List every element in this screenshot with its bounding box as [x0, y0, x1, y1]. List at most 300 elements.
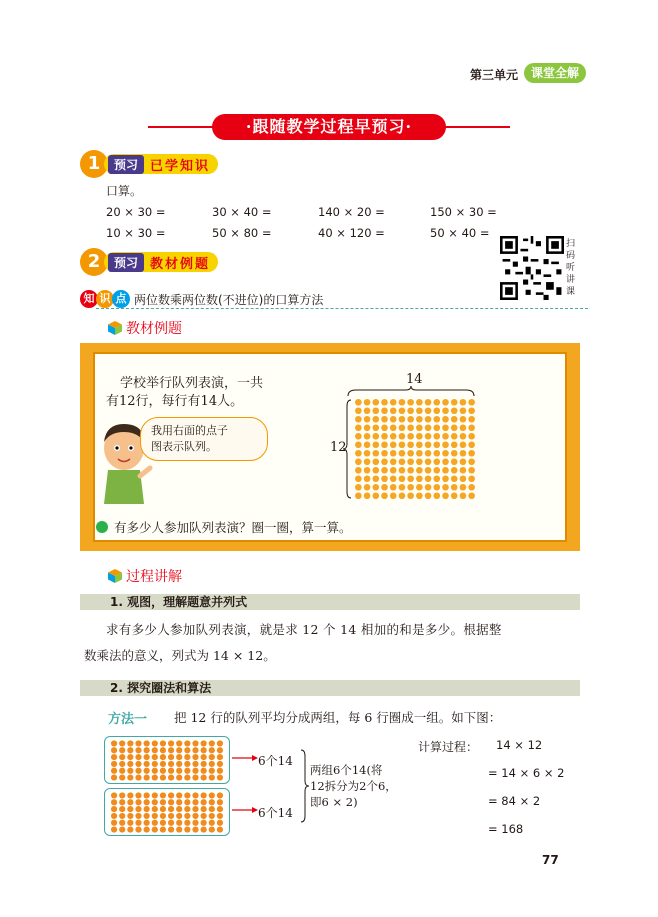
dot — [451, 484, 458, 491]
section-pill — [104, 252, 218, 272]
dot — [111, 792, 117, 798]
dot — [152, 813, 158, 819]
dot — [416, 416, 423, 423]
dot — [442, 441, 449, 448]
dot — [176, 754, 182, 760]
dot — [184, 768, 190, 774]
dot — [176, 768, 182, 774]
dot — [460, 475, 467, 482]
dot — [407, 399, 414, 406]
dot — [217, 774, 223, 780]
dot — [152, 761, 158, 767]
section-header-1 — [80, 150, 218, 178]
dot — [201, 740, 207, 746]
dot — [460, 467, 467, 474]
dot — [209, 747, 215, 753]
dot — [111, 761, 117, 767]
calc-1-1: 20 × 30 = — [106, 205, 166, 219]
dot — [390, 458, 397, 465]
dot — [119, 747, 125, 753]
dot — [127, 813, 133, 819]
dot — [217, 768, 223, 774]
dot — [433, 467, 440, 474]
dot — [160, 820, 166, 826]
dot — [442, 450, 449, 457]
dot — [416, 484, 423, 491]
kp-char-1: 知 — [80, 290, 98, 308]
dot — [168, 826, 174, 832]
dot — [425, 416, 432, 423]
dot — [425, 467, 432, 474]
dot — [381, 475, 388, 482]
kp-title: 两位数乘两位数(不进位)的口算方法 — [134, 292, 324, 307]
dot — [160, 740, 166, 746]
dot — [364, 399, 371, 406]
dot — [381, 450, 388, 457]
dot — [160, 792, 166, 798]
dot — [152, 740, 158, 746]
dot — [399, 416, 406, 423]
dot — [372, 424, 379, 431]
dot — [152, 806, 158, 812]
dot — [381, 441, 388, 448]
dot — [372, 450, 379, 457]
dot — [192, 754, 198, 760]
dot — [135, 774, 141, 780]
dot — [364, 433, 371, 440]
dot — [160, 754, 166, 760]
dot — [460, 416, 467, 423]
dot — [372, 433, 379, 440]
section-title: 教材例题 — [150, 256, 211, 272]
dot — [184, 792, 190, 798]
dot — [192, 768, 198, 774]
calc-step-4: = 168 — [488, 822, 524, 836]
dot — [144, 806, 150, 812]
dot — [119, 740, 125, 746]
dot — [201, 826, 207, 832]
right-brace — [300, 748, 310, 824]
dot — [355, 407, 362, 414]
unit-label: 第三单元 — [470, 68, 519, 82]
dot — [355, 399, 362, 406]
dot — [399, 407, 406, 414]
qr-code-icon[interactable] — [500, 236, 564, 300]
dot — [355, 450, 362, 457]
dot — [390, 484, 397, 491]
dot — [425, 441, 432, 448]
dot — [184, 740, 190, 746]
section-tag: 预习 — [108, 155, 144, 174]
dot — [468, 416, 475, 423]
calc-1-4: 150 × 30 = — [430, 205, 497, 219]
dot — [416, 399, 423, 406]
dot — [425, 424, 432, 431]
dot — [433, 441, 440, 448]
dot — [416, 424, 423, 431]
dot — [217, 754, 223, 760]
step-2-title: 2. 探究圈法和算法 — [80, 680, 580, 696]
dot — [460, 458, 467, 465]
dot — [176, 826, 182, 832]
dot — [468, 492, 475, 499]
dot — [372, 467, 379, 474]
dot — [399, 424, 406, 431]
dot — [407, 492, 414, 499]
dot — [152, 799, 158, 805]
dot — [468, 441, 475, 448]
dot — [399, 492, 406, 499]
dot — [160, 813, 166, 819]
dot — [407, 450, 414, 457]
dot — [209, 740, 215, 746]
rows-label: 12 — [330, 440, 347, 455]
dot — [468, 399, 475, 406]
dot — [460, 399, 467, 406]
dot — [209, 768, 215, 774]
dot — [433, 484, 440, 491]
dot — [184, 826, 190, 832]
group-box-bottom — [104, 788, 230, 836]
calc-2-1: 10 × 30 = — [106, 226, 166, 240]
dot — [209, 761, 215, 767]
dot — [135, 761, 141, 767]
dot — [372, 416, 379, 423]
dot — [201, 799, 207, 805]
dot — [355, 467, 362, 474]
dot — [416, 441, 423, 448]
dot — [364, 475, 371, 482]
dot — [390, 424, 397, 431]
dot — [442, 416, 449, 423]
dot — [144, 813, 150, 819]
dot — [176, 799, 182, 805]
dot — [209, 806, 215, 812]
oral-calc-intro: 口算。 — [106, 184, 143, 198]
dot — [201, 774, 207, 780]
dot — [468, 407, 475, 414]
dot — [127, 820, 133, 826]
arrow-icon — [232, 804, 258, 816]
dot — [135, 799, 141, 805]
dot — [127, 740, 133, 746]
dot — [184, 774, 190, 780]
dot — [364, 416, 371, 423]
dot — [407, 458, 414, 465]
dot — [433, 475, 440, 482]
dot — [217, 820, 223, 826]
dot — [381, 424, 388, 431]
dot — [201, 792, 207, 798]
dot — [119, 754, 125, 760]
dot — [168, 774, 174, 780]
dot — [209, 754, 215, 760]
dot — [201, 806, 207, 812]
dot — [127, 768, 133, 774]
dot — [152, 820, 158, 826]
dot — [127, 747, 133, 753]
dot — [433, 416, 440, 423]
dot — [135, 826, 141, 832]
group-label-bottom: 6个14 — [258, 806, 293, 820]
dot — [433, 424, 440, 431]
dot — [468, 450, 475, 457]
question: 有多少人参加队列表演？圈一圈，算一算。 — [96, 518, 352, 536]
dot — [168, 740, 174, 746]
dot — [407, 407, 414, 414]
dot — [127, 799, 133, 805]
process-heading: 过程讲解 — [108, 566, 182, 586]
unit-badge: 课堂全解 — [524, 63, 586, 83]
dot — [364, 492, 371, 499]
dot — [111, 799, 117, 805]
dot — [425, 458, 432, 465]
dot — [451, 399, 458, 406]
calc-2-2: 50 × 80 = — [212, 226, 272, 240]
dot — [209, 820, 215, 826]
dot — [364, 458, 371, 465]
calc-step-3: = 84 × 2 — [488, 794, 541, 808]
dot — [451, 475, 458, 482]
dot — [425, 433, 432, 440]
dot — [127, 761, 133, 767]
dot — [192, 820, 198, 826]
dot — [176, 813, 182, 819]
dot — [355, 458, 362, 465]
dot — [135, 754, 141, 760]
dot — [160, 799, 166, 805]
dot — [168, 792, 174, 798]
dot — [152, 826, 158, 832]
dot — [364, 450, 371, 457]
dot — [451, 492, 458, 499]
dot — [111, 768, 117, 774]
dot — [176, 747, 182, 753]
dot — [144, 774, 150, 780]
dot — [168, 806, 174, 812]
dot — [192, 813, 198, 819]
dot — [451, 407, 458, 414]
dot — [217, 747, 223, 753]
dot — [111, 747, 117, 753]
kp-char-2: 识 — [96, 290, 114, 308]
dot — [144, 754, 150, 760]
group-label-top: 6个14 — [258, 754, 293, 768]
dot — [119, 826, 125, 832]
dot — [152, 768, 158, 774]
dot — [192, 806, 198, 812]
section-header-2 — [80, 248, 218, 276]
dot — [390, 399, 397, 406]
dot — [433, 407, 440, 414]
dot — [201, 820, 207, 826]
dot — [119, 792, 125, 798]
step-1-line-1: 求有多少人参加队列表演，就是求 12 个 14 相加的和是多少。根据整 — [106, 622, 502, 637]
dot — [390, 433, 397, 440]
section-tag: 预习 — [108, 253, 144, 272]
dot — [217, 740, 223, 746]
dot — [381, 416, 388, 423]
dot — [372, 492, 379, 499]
dot — [152, 774, 158, 780]
dot — [111, 826, 117, 832]
dot — [372, 458, 379, 465]
dot — [381, 492, 388, 499]
bullet-icon — [96, 521, 108, 533]
problem-line-2: 有12行，每行有14人。 — [106, 394, 244, 409]
dot — [460, 484, 467, 491]
dot — [217, 813, 223, 819]
dot — [433, 458, 440, 465]
group-box-top — [104, 736, 230, 784]
dot — [451, 458, 458, 465]
dot — [390, 416, 397, 423]
dot — [135, 768, 141, 774]
dot — [390, 475, 397, 482]
dot — [433, 450, 440, 457]
dot — [111, 820, 117, 826]
step-1-line-2: 数乘法的意义，列式为 14 × 12。 — [84, 648, 276, 663]
cube-icon — [108, 569, 122, 583]
dot — [381, 407, 388, 414]
dot — [381, 399, 388, 406]
dot — [168, 754, 174, 760]
dot — [460, 424, 467, 431]
dot — [152, 747, 158, 753]
dot — [168, 747, 174, 753]
dot — [168, 820, 174, 826]
dot — [451, 416, 458, 423]
dot — [144, 768, 150, 774]
dot — [217, 826, 223, 832]
dot — [127, 754, 133, 760]
dot — [442, 467, 449, 474]
dot — [355, 441, 362, 448]
dot — [192, 740, 198, 746]
dot — [355, 484, 362, 491]
dot — [119, 761, 125, 767]
section-title: 已学知识 — [150, 158, 211, 174]
dot — [152, 754, 158, 760]
dot — [442, 484, 449, 491]
dot — [468, 484, 475, 491]
dot — [168, 813, 174, 819]
section-number: 2 — [80, 248, 108, 276]
dot — [399, 458, 406, 465]
dot — [184, 761, 190, 767]
dot — [111, 754, 117, 760]
dot — [119, 806, 125, 812]
dot — [468, 458, 475, 465]
dot — [184, 747, 190, 753]
knowledge-point — [80, 290, 323, 308]
dot — [433, 492, 440, 499]
dot — [160, 806, 166, 812]
page-number: 77 — [542, 853, 559, 867]
divider — [96, 308, 588, 309]
dot — [390, 492, 397, 499]
calc-step-1: 14 × 12 — [496, 738, 543, 752]
dot — [407, 467, 414, 474]
dot-group-top — [110, 740, 224, 781]
dot — [355, 416, 362, 423]
dot — [468, 424, 475, 431]
dot — [119, 768, 125, 774]
calc-label: 计算过程： — [418, 740, 479, 754]
dot — [201, 768, 207, 774]
cols-label: 14 — [406, 372, 423, 387]
top-brace — [346, 386, 476, 398]
section-number: 1 — [80, 150, 108, 178]
problem-line-1: 学校举行队列表演，一共 — [120, 376, 264, 391]
dot — [407, 475, 414, 482]
dot — [160, 761, 166, 767]
dot — [209, 774, 215, 780]
dot — [119, 820, 125, 826]
dot — [468, 467, 475, 474]
dot-group-bottom — [110, 792, 224, 833]
speech-bubble: 我用右面的点子 图表示队列。 — [140, 417, 268, 461]
calc-2-4: 50 × 40 = — [430, 226, 490, 240]
calc-1-2: 30 × 40 = — [212, 205, 272, 219]
dot — [144, 761, 150, 767]
dot — [451, 467, 458, 474]
dot — [381, 484, 388, 491]
dot — [135, 813, 141, 819]
dot — [184, 806, 190, 812]
dot — [144, 740, 150, 746]
dot — [372, 484, 379, 491]
dot — [468, 433, 475, 440]
calc-1-3: 140 × 20 = — [318, 205, 385, 219]
dot — [399, 441, 406, 448]
dot — [119, 799, 125, 805]
dot — [176, 761, 182, 767]
group-note: 两组6个14(将 12拆分为2个6， 即6 × 2) — [310, 763, 397, 809]
dot — [381, 458, 388, 465]
dot — [407, 484, 414, 491]
dot — [390, 441, 397, 448]
dot — [111, 813, 117, 819]
dot — [416, 475, 423, 482]
dot — [416, 450, 423, 457]
dot — [135, 806, 141, 812]
dot — [201, 747, 207, 753]
dot — [442, 458, 449, 465]
dot — [425, 484, 432, 491]
dot — [433, 433, 440, 440]
dot — [217, 761, 223, 767]
dot — [416, 433, 423, 440]
dot — [407, 433, 414, 440]
dot — [451, 433, 458, 440]
dot — [160, 747, 166, 753]
dot — [442, 399, 449, 406]
dot — [460, 450, 467, 457]
dot — [135, 747, 141, 753]
dot — [127, 792, 133, 798]
dot — [176, 792, 182, 798]
dot — [176, 806, 182, 812]
dot — [451, 441, 458, 448]
dot — [135, 792, 141, 798]
dot — [160, 774, 166, 780]
dot — [442, 492, 449, 499]
dot — [111, 740, 117, 746]
dot — [168, 761, 174, 767]
dot — [160, 768, 166, 774]
dot — [201, 813, 207, 819]
